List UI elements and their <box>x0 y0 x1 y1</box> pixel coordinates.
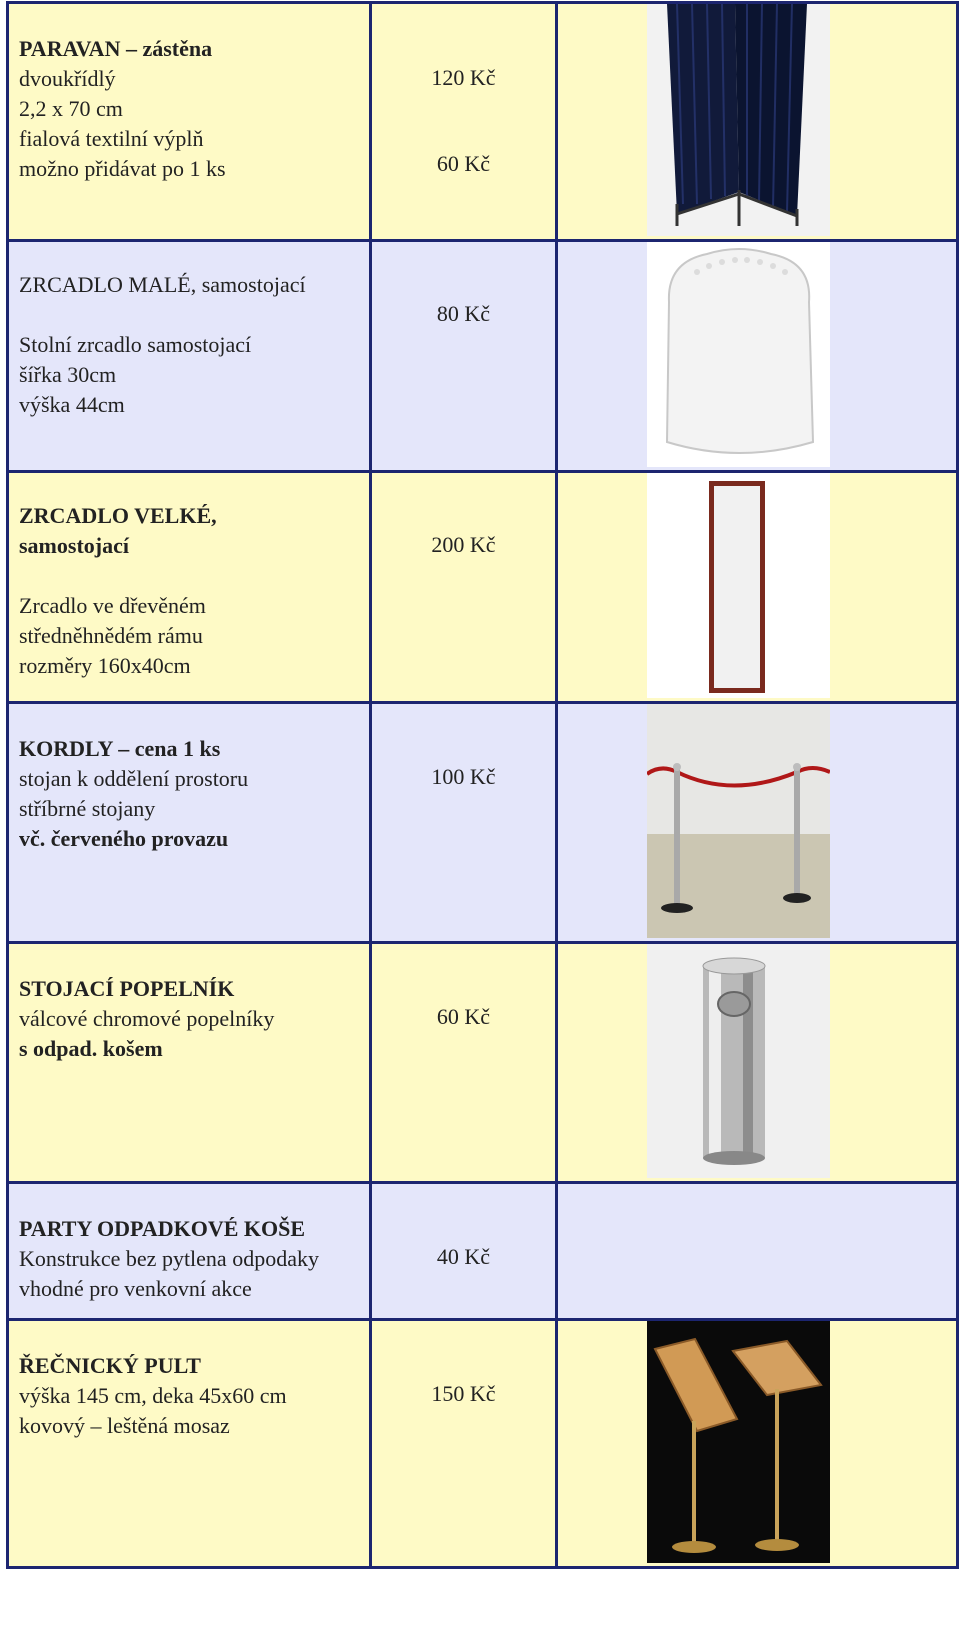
item-detail: vč. červeného provazu <box>19 826 229 851</box>
price-label: 60 Kč <box>436 151 491 176</box>
item-title: PARAVAN – zástěna <box>19 36 213 61</box>
item-detail: možno přidávat po 1 ks <box>19 156 226 181</box>
table-row <box>8 703 958 943</box>
item-photo-cell <box>557 943 958 1183</box>
item-title: STOJACÍ POPELNÍK <box>19 976 235 1001</box>
item-title: ŘEČNICKÝ PULT <box>19 1353 201 1378</box>
item-price <box>371 3 557 241</box>
price-label: 120 Kč <box>431 65 496 90</box>
item-description <box>8 1183 371 1320</box>
price-label: 150 Kč <box>431 1381 496 1406</box>
item-detail: Konstrukce bez pytlena odpodaky <box>19 1246 319 1271</box>
item-detail: rozměry 160x40cm <box>19 653 191 678</box>
rope-barrier-photo <box>647 704 830 938</box>
table-row <box>8 3 958 241</box>
item-price <box>371 472 557 703</box>
item-photo-cell <box>557 241 958 472</box>
price-label: 60 Kč <box>436 1004 491 1029</box>
lectern-photo <box>647 1321 830 1563</box>
item-photo-cell <box>557 1183 958 1320</box>
table-row <box>8 943 958 1183</box>
item-price <box>371 703 557 943</box>
price-label: 40 Kč <box>436 1244 491 1269</box>
item-photo-cell <box>557 703 958 943</box>
item-detail: šířka 30cm <box>19 362 117 387</box>
table-row <box>8 1183 958 1320</box>
item-description <box>8 3 371 241</box>
item-photo-cell <box>557 3 958 241</box>
item-price <box>371 1183 557 1320</box>
item-price <box>371 1320 557 1568</box>
item-photo-cell <box>557 1320 958 1568</box>
folding-screen-photo <box>647 4 830 236</box>
item-detail: s odpad. košem <box>19 1036 163 1061</box>
table-row <box>8 241 958 472</box>
item-description <box>8 703 371 943</box>
price-label: 80 Kč <box>436 301 491 326</box>
item-detail: válcové chromové popelníky <box>19 1006 275 1031</box>
item-price <box>371 943 557 1183</box>
table-row <box>8 472 958 703</box>
item-title: ZRCADLO VELKÉ, <box>19 503 217 528</box>
item-detail: Stolní zrcadlo samostojací <box>19 332 252 357</box>
price-label: 100 Kč <box>431 764 496 789</box>
item-detail: Zrcadlo ve dřevěném <box>19 593 206 618</box>
item-title: KORDLY – cena 1 ks <box>19 736 221 761</box>
table-row <box>8 1320 958 1568</box>
item-title: samostojací <box>19 533 129 558</box>
item-description <box>8 472 371 703</box>
item-detail: výška 145 cm, deka 45x60 cm <box>19 1383 287 1408</box>
item-detail: vhodné pro venkovní akce <box>19 1276 252 1301</box>
item-description <box>8 1320 371 1568</box>
item-detail: kovový – leštěná mosaz <box>19 1413 230 1438</box>
item-detail: dvoukřídlý <box>19 66 116 91</box>
item-detail: středněhnědém rámu <box>19 623 203 648</box>
item-detail: stojan k oddělení prostoru <box>19 766 249 791</box>
item-description <box>8 943 371 1183</box>
item-detail: 2,2 x 70 cm <box>19 96 123 121</box>
rental-price-table <box>6 1 959 1569</box>
item-detail: fialová textilní výplň <box>19 126 204 151</box>
large-mirror-photo <box>647 473 830 698</box>
item-description <box>8 241 371 472</box>
item-title: PARTY ODPADKOVÉ KOŠE <box>19 1216 306 1241</box>
small-mirror-photo <box>647 242 830 467</box>
price-label: 200 Kč <box>431 532 496 557</box>
item-detail: stříbrné stojany <box>19 796 156 821</box>
item-price <box>371 241 557 472</box>
item-title: ZRCADLO MALÉ, samostojací <box>19 272 306 297</box>
item-photo-cell <box>557 472 958 703</box>
item-detail: výška 44cm <box>19 392 125 417</box>
ashtray-photo <box>647 944 830 1178</box>
